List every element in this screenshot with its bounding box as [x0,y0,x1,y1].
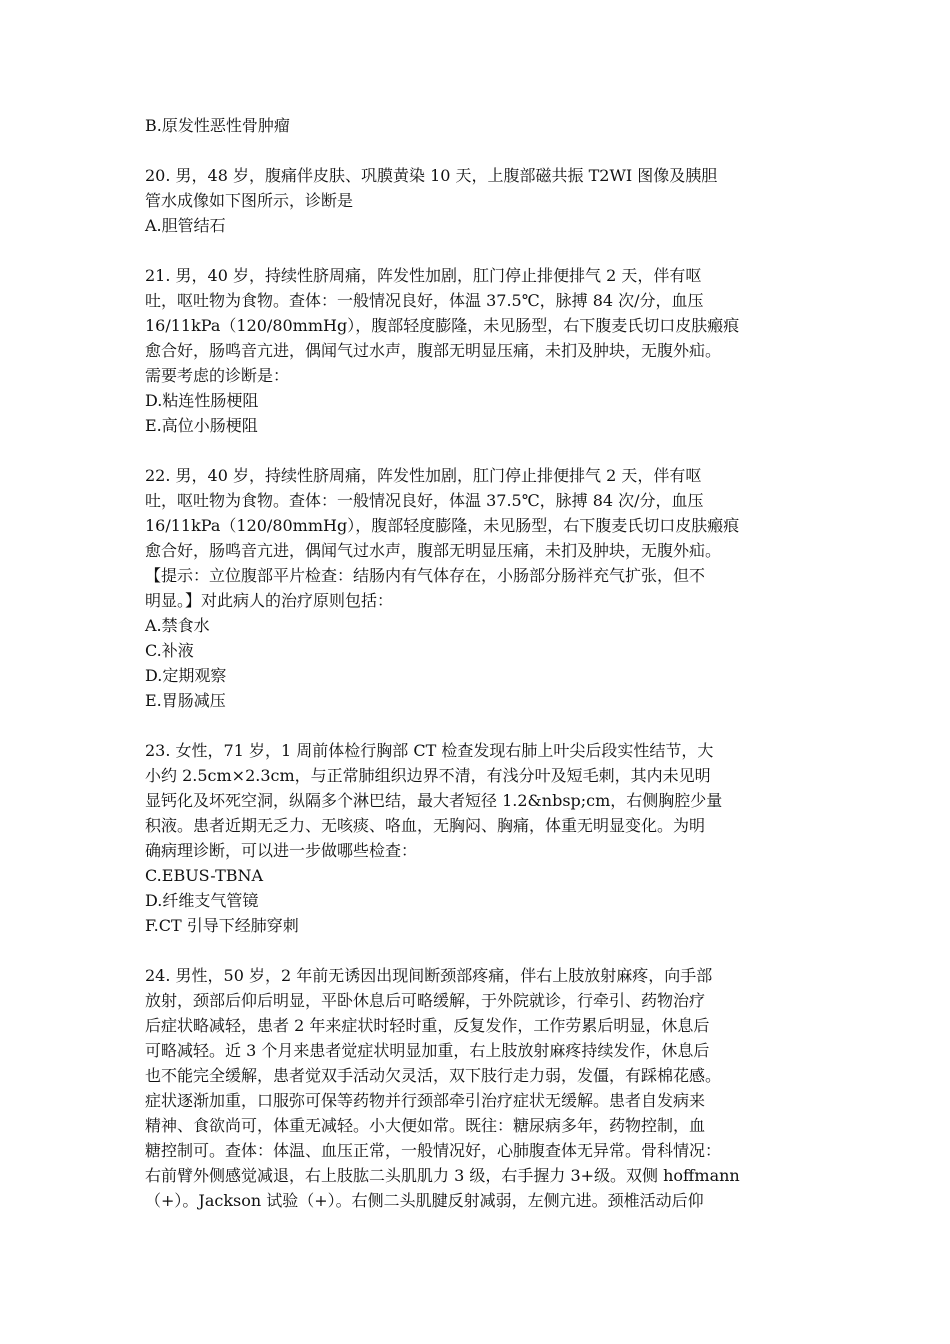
text-line: A.禁食水 [145,616,210,635]
text-line: 23. 女性，71 岁，1 周前体检行胸部 CT 检查发现右肺上叶尖后段实性结节，大 [145,741,714,760]
blank-line [145,438,810,463]
text-line: 可略减轻。近 3 个月来患者觉症状明显加重，右上肢放射麻疼持续发作，休息后 [145,1041,710,1060]
text-line: 21. 男，40 岁，持续性脐周痛，阵发性加剧，肛门停止排便排气 2 天，伴有呕 [145,266,702,285]
text-line: 管水成像如下图所示，诊断是 [145,191,354,210]
text-line: 20. 男，48 岁，腹痛伴皮肤、巩膜黄染 10 天，上腹部磁共振 T2WI 图像及胰胆 [145,166,718,185]
text-line: 16/11kPa（120/80mmHg），腹部轻度膨隆，未见肠型，右下腹麦氏切口皮肤瘢痕 [145,516,740,535]
text-line: D.粘连性肠梗阻 [145,391,259,410]
text-line: 明显。】对此病人的治疗原则包括： [145,591,394,610]
text-line: 吐，呕吐物为食物。查体：一般情况良好，体温 37.5℃，脉搏 84 次/分，血压 [145,291,704,310]
text-line: 24. 男性，50 岁，2 年前无诱因出现间断颈部疼痛，伴右上肢放射麻疼，向手部 [145,966,713,985]
blank-line [145,238,810,263]
text-line: 16/11kPa（120/80mmHg），腹部轻度膨隆，未见肠型，右下腹麦氏切口皮肤瘢痕 [145,316,740,335]
blank-line [145,713,810,738]
text-line: 22. 男，40 岁，持续性脐周痛，阵发性加剧，肛门停止排便排气 2 天，伴有呕 [145,466,702,485]
text-line: （+）。Jackson 试验（+）。右侧二头肌腱反射减弱，左侧亢进。颈椎活动后仰 [145,1191,704,1210]
text-line: D.纤维支气管镜 [145,891,259,910]
text-line: C.补液 [145,641,194,660]
text-line: 积液。患者近期无乏力、无咳痰、咯血，无胸闷、胸痛，体重无明显变化。为明 [145,816,706,835]
text-line: 症状逐渐加重，口服弥可保等药物并行颈部牵引治疗症状无缓解。患者自发病来 [145,1091,706,1110]
text-line: E.高位小肠梗阻 [145,416,258,435]
text-line: A.胆管结石 [145,216,226,235]
text-line: 也不能完全缓解，患者觉双手活动欠灵活，双下肢行走力弱，发僵，有踩棉花感。 [145,1066,722,1085]
blank-line [145,138,810,163]
text-line: 后症状略减轻，患者 2 年来症状时轻时重，反复发作，工作劳累后明显，休息后 [145,1016,710,1035]
text-line: 精神、食欲尚可，体重无减轻。小大便如常。既往：糖尿病多年，药物控制，血 [145,1116,706,1135]
text-line: E.胃肠减压 [145,691,226,710]
text-line: 【提示：立位腹部平片检查：结肠内有气体存在，小肠部分肠袢充气扩张，但不 [145,566,706,585]
text-line: 糖控制可。查体：体温、血压正常，一般情况好，心肺腹查体无异常。骨科情况： [145,1141,722,1160]
text-line: 显钙化及坏死空洞，纵隔多个淋巴结，最大者短径 1.2&nbsp;cm，右侧胸腔少量 [145,791,723,810]
text-line: C.EBUS-TBNA [145,866,264,885]
text-line: 吐，呕吐物为食物。查体：一般情况良好，体温 37.5℃，脉搏 84 次/分，血压 [145,491,704,510]
text-line: 需要考虑的诊断是： [145,366,290,385]
text-line: 右前臂外侧感觉减退，右上肢肱二头肌肌力 3 级，右手握力 3+级。双侧 hoffmann [145,1166,740,1185]
text-line: 小约 2.5cm×2.3cm，与正常肺组织边界不清，有浅分叶及短毛刺，其内未见明 [145,766,711,785]
text-line: B.原发性恶性骨肿瘤 [145,116,290,135]
text-line: 放射，颈部后仰后明显，平卧休息后可略缓解，于外院就诊，行牵引、药物治疗 [145,991,706,1010]
text-line: 确病理诊断，可以进一步做哪些检查： [145,841,418,860]
text-line: 愈合好，肠鸣音亢进，偶闻气过水声，腹部无明显压痛，未扪及肿块，无腹外疝。 [145,541,722,560]
text-line: 愈合好，肠鸣音亢进，偶闻气过水声，腹部无明显压痛，未扪及肿块，无腹外疝。 [145,341,722,360]
document-page [145,113,810,1213]
text-line: D.定期观察 [145,666,227,685]
blank-line [145,938,810,963]
text-line: F.CT 引导下经肺穿刺 [145,916,299,935]
